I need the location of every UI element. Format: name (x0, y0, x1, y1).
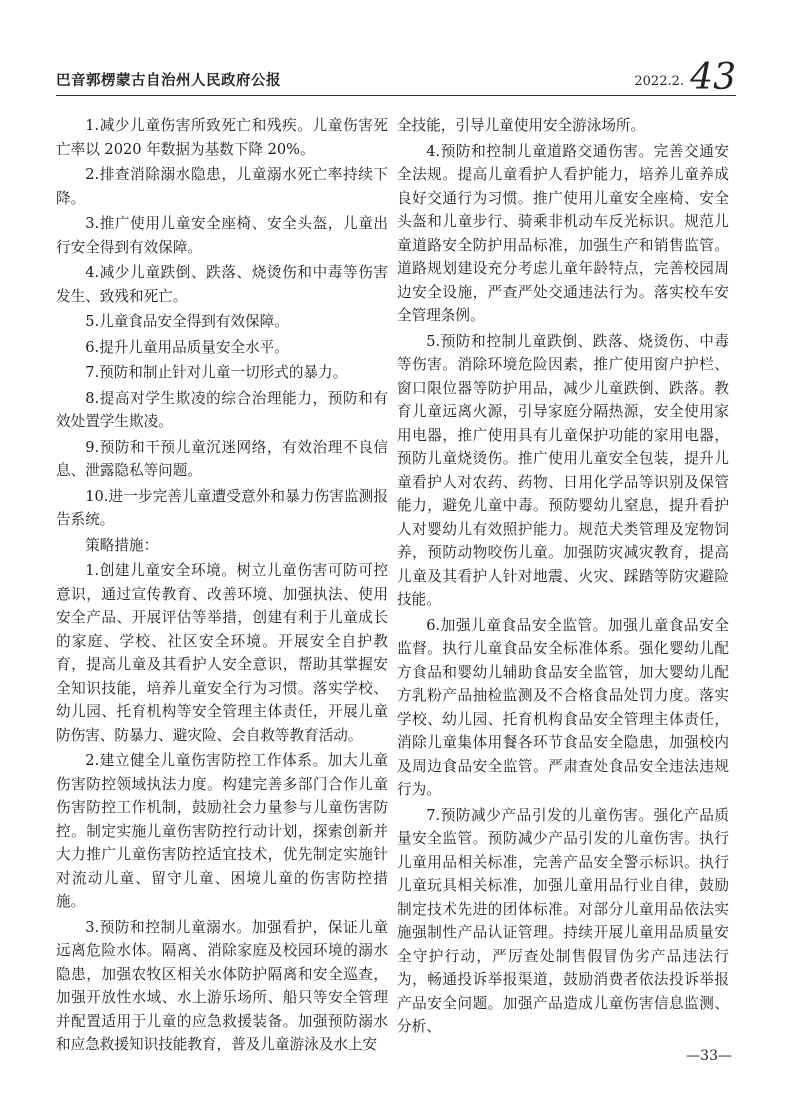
paragraph: 2.排查消除溺水隐患，儿童溺水死亡率持续下降。 (56, 166, 388, 207)
paragraph: 7.预防减少产品引发的儿童伤害。强化产品质量安全监管。预防减少产品引发的儿童伤害。执行儿童用品相关标准，完善产品安全警示标识。执行儿童玩具相关标准，加强儿童用品行业自律，鼓励制定技术先进的团体标准。对部分儿童用品依法实施强制性产品认证管理。持续开展儿童用品质量安全守护行动，严厉查处制售假冒伪劣产品违法行为，畅通投诉举报渠道，鼓励消费者依法投诉举报产品安全问题。加强产品造成儿童伤害信息监测、分析、 (397, 806, 729, 1035)
left-column (56, 114, 388, 1053)
paragraph: 10.进一步完善儿童遭受意外和暴力伤害监测报告系统。 (56, 487, 388, 528)
paragraph: 9.预防和干预儿童沉迷网络，有效治理不良信息、泄露隐私等问题。 (56, 438, 388, 479)
paragraph: 7.预防和制止针对儿童一切形式的暴力。 (85, 364, 348, 381)
paragraph: 1.减少儿童伤害所致死亡和残疾。儿童伤害死亡率以 2020 年数据为基数下降 20%。 (56, 117, 388, 158)
issue-number: 43 (690, 57, 736, 98)
paragraph: 6.加强儿童食品安全监管。加强儿童食品安全监督。执行儿童食品安全标准体系。强化婴幼儿配方食品和婴幼儿辅助食品安全监管，加大婴幼儿配方乳粉产品抽检监测及不合格食品处罚力度。落实学校、幼儿园、托育机构食品安全管理主体责任，消除儿童集体用餐各环节食品安全隐患，加强校内及周边食品安全监管。严肃查处食品安全违法违规行为。 (397, 616, 729, 798)
paragraph: 3.推广使用儿童安全座椅、安全头盔，儿童出行安全得到有效保障。 (56, 215, 388, 256)
issue-date: 2022.2. (634, 74, 684, 89)
paragraph: 5.预防和控制儿童跌倒、跌落、烧烫伤、中毒等伤害。消除环境危险因素，推广使用窗户护栏、窗口限位器等防护用品，减少儿童跌倒、跌落。教育儿童远离火源，引导家庭分隔热源，安全使用家用电器，推广使用具有儿童保护功能的家用电器，预防儿童烧烫伤。推广使用儿童安全包装，提升儿童看护人对农药、药物、日用化学品等识别及保管能力，避免儿童中毒。预防婴幼儿窒息，提升看护人对婴幼儿有效照护能力。规范犬类管理及宠物饲养，预防动物咬伤儿童。加强防灾减灾教育，提高儿童及其看护人针对地震、火灾、踩踏等防灾避险技能。 (397, 332, 729, 608)
paragraph: 4.减少儿童跌倒、跌落、烧烫伤和中毒等伤害发生、致残和死亡。 (56, 264, 388, 305)
paragraph: 1.创建儿童安全环境。树立儿童伤害可防可控意识，通过宣传教育、改善环境、加强执法、使用安全产品、开展评估等举措，创建有利于儿童成长的家庭、学校、社区安全环境。开展安全自护教育，提高儿童及其看护人安全意识，帮助其掌握安全知识技能，培养儿童安全行为习惯。落实学校、幼儿园、托育机构等安全管理主体责任，开展儿童防伤害、防暴力、避灾险、会自救等教育活动。 (56, 562, 388, 744)
page-header (56, 57, 736, 98)
paragraph: 3.预防和控制儿童溺水。加强看护，保证儿童远离危险水体。隔离、消除家庭及校园环境的溺水隐患，加强农牧区相关水体防护隔离和安全巡查，加强开放性水域、水上游乐场所、船只等安全管理并配置适用于儿童的应急救援装备。加强预防溺水和应急救援知识技能教育，普及儿童游泳及水上安 (56, 918, 388, 1053)
paragraph: 4.预防和控制儿童道路交通伤害。完善交通安全法规。提高儿童看护人看护能力，培养儿童养成良好交通行为习惯。推广使用儿童安全座椅、安全头盔和儿童步行、骑乘非机动车反光标识。规范儿童道路安全防护用品标准，加强生产和销售监管。道路规划建设充分考虑儿童年龄特点，完善校园周边安全设施，严查严处交通违法行为。落实校车安全管理条例。 (397, 142, 729, 324)
page-number: —33— (686, 1048, 732, 1064)
section-heading: 策略措施： (85, 536, 159, 554)
paragraph: 8.提高对学生欺凌的综合治理能力，预防和有效处置学生欺凌。 (56, 389, 388, 430)
paragraph: 5.儿童食品安全得到有效保障。 (85, 313, 289, 330)
paragraph: 2.建立健全儿童伤害防控工作体系。加大儿童伤害防控领域执法力度。构建完善多部门合作儿童伤害防控工作机制，鼓励社会力量参与儿童伤害防控。制定实施儿童伤害防控行动计划，探索创新并大力推广儿童伤害防控适宜技术，优先制定实施针对流动儿童、留守儿童、困境儿童的伤害防控措施。 (56, 752, 388, 910)
header-divider (56, 95, 736, 96)
paragraph: 6.提升儿童用品质量安全水平。 (85, 338, 289, 356)
right-column (397, 114, 729, 1039)
paragraph-continuation: 全技能，引导儿童使用安全游泳场所。 (397, 117, 646, 134)
publication-title: 巴音郭楞蒙古自治州人民政府公报 (56, 73, 281, 89)
